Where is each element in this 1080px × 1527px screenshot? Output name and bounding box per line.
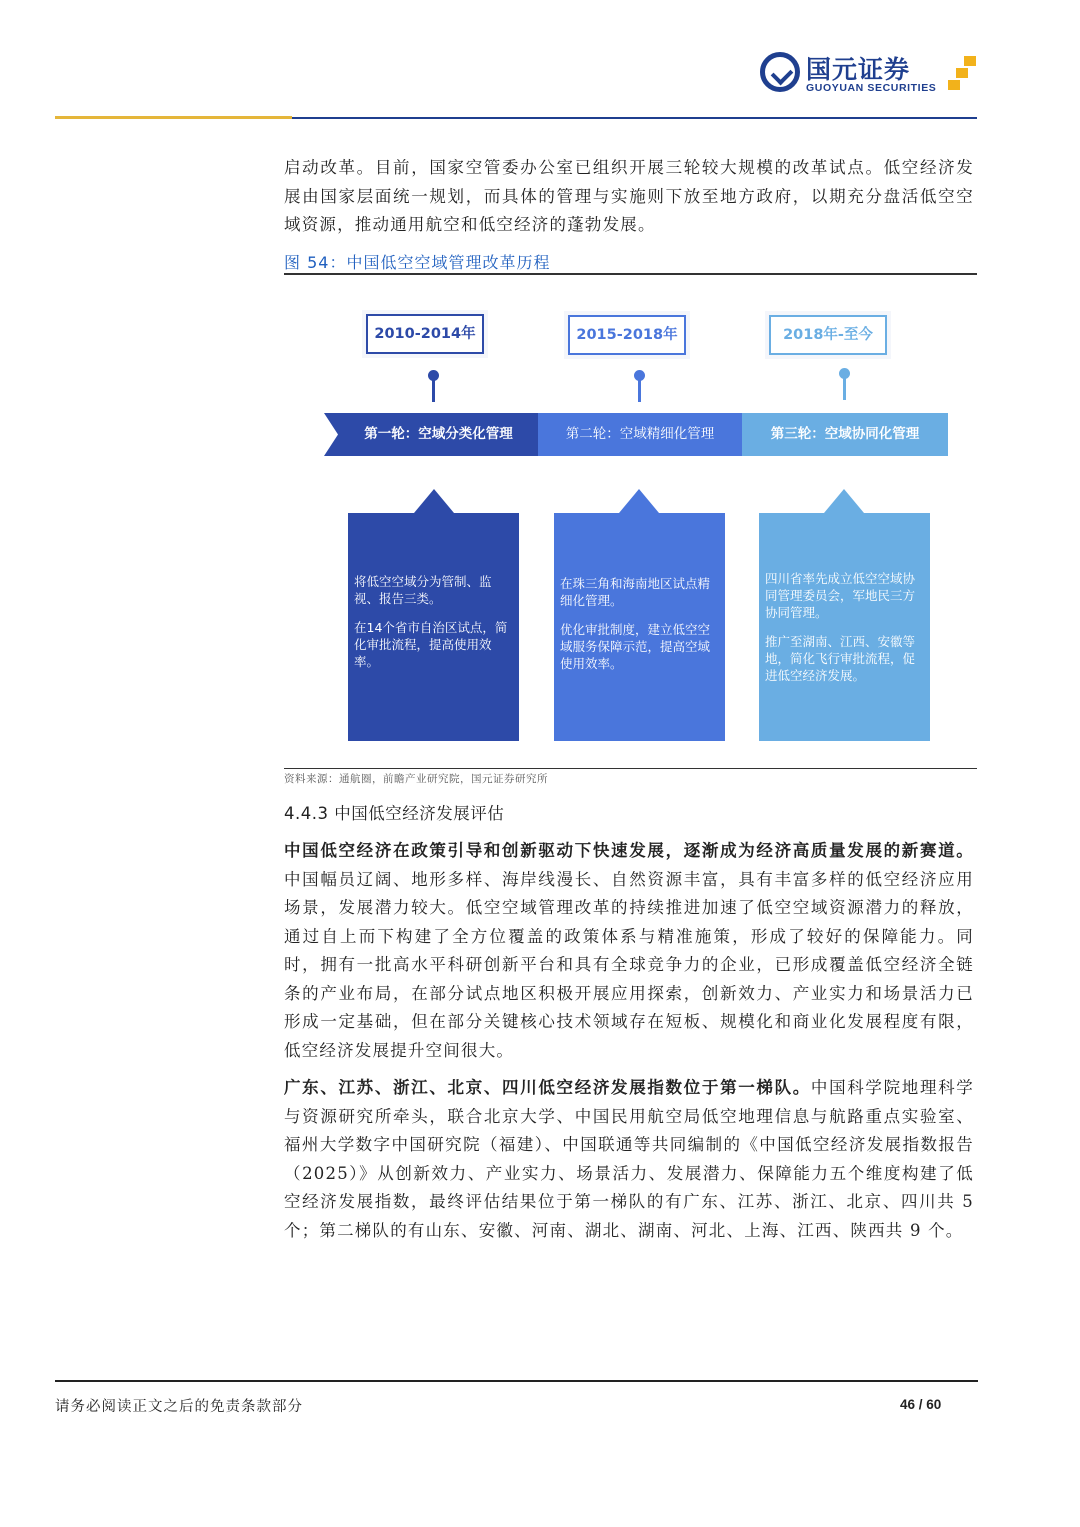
stage-1-detail-2: 在14个省市自治区试点，简化审批流程，提高使用效率。: [354, 620, 508, 669]
paragraph-index-lead: 广东、江苏、浙江、北京、四川低空经济发展指数位于第一梯队。: [284, 1078, 811, 1097]
footer-rule: [55, 1380, 978, 1382]
logo-english-name: GUOYUAN SECURITIES: [806, 82, 937, 94]
section-heading: 4.4.3 中国低空经济发展评估: [284, 804, 505, 823]
figure-title: 图 54：中国低空空域管理改革历程: [284, 253, 551, 272]
stage-1-detail-1: 将低空空域分为管制、监视、报告三类。: [354, 574, 492, 606]
logo-chinese-name: 国元证券: [806, 55, 911, 84]
stage-1-pointer-icon: [414, 489, 454, 513]
stage-2-phase: 第二轮：空域精细化管理: [538, 413, 742, 456]
paragraph-development-lead: 中国低空经济在政策引导和创新驱动下快速发展，逐渐成为经济高质量发展的新赛道。: [284, 841, 974, 860]
intro-paragraph: 启动改革。目前，国家空管委办公室已组织开展三轮较大规模的改革试点。低空经济发展由国家层面统一规划，而具体的管理与实施则下放至地方政府，以期充分盘活低空空域资源，推动通用航空和低空经济的蓬勃发展。: [284, 158, 974, 234]
stage-2-detail-1: 在珠三角和海南地区试点精细化管理。: [560, 576, 711, 608]
stage-3-period: 2018年-至今: [769, 315, 887, 355]
paragraph-development-body: 中国幅员辽阔、地形多样、海岸线漫长、自然资源丰富，具有丰富多样的低空经济应用场景，发展潜力较大。低空空域管理改革的持续推进加速了低空空域资源潜力的释放，通过自上而下构建了全方位覆盖的政策体系与精准施策，形成了较好的保障能力。同时，拥有一批高水平科研创新平台和具有全球竞争力的企业，已形成覆盖低空经济全链条的产业布局，在部分试点地区积极开展应用探索，创新效力、产业实力和场景活力已形成一定基础，但在部分关键核心技术领域存在短板、规模化和商业化发展程度有限，低空经济发展提升空间很大。: [284, 869, 974, 1060]
stage-2-pin-icon: [638, 374, 641, 402]
paragraph-index-body: 中国科学院地理科学与资源研究所牵头，联合北京大学、中国民用航空局低空地理信息与航路重点实验室、福州大学数字中国研究院（福建）、中国联通等共同编制的《中国低空经济发展指数报告（2025）》从创新效力、产业实力、场景活力、发展潜力、保障能力五个维度构建了低空经济发展指数，最终评估结果位于第一梯队的有广东、江苏、浙江、北京、四川共 5 个；第二梯队的有山东、安徽、河南、湖北、湖南、河北、上海、江西、陕西共 9 个。: [284, 1078, 974, 1240]
paragraph-index-ranking: [284, 1074, 974, 1245]
stage-1-card: [348, 513, 519, 741]
stage-2-pointer-icon: [619, 489, 659, 513]
figure-bottom-rule: [284, 768, 977, 769]
stage-3-detail-1: 四川省率先成立低空空域协同管理委员会，军地民三方协同管理。: [765, 571, 916, 620]
stage-2-card: [554, 513, 725, 741]
stage-1-period: 2010-2014年: [366, 314, 484, 354]
stage-3-phase: 第三轮：空域协同化管理: [742, 413, 948, 456]
stage-3-detail-2: 推广至湖南、江西、安徽等地，简化飞行审批流程，促进低空经济发展。: [765, 634, 916, 683]
stage-2-period: 2015-2018年: [568, 315, 686, 355]
stage-1-pin-icon: [432, 374, 435, 402]
footer-disclaimer: 请务必阅读正文之后的免责条款部分: [55, 1399, 303, 1415]
stage-2-detail-2: 优化审批制度，建立低空空域服务保障示范，提高空域使用效率。: [560, 622, 711, 671]
stage-1-phase: 第一轮：空域分类化管理: [364, 426, 513, 442]
figure-source: 资料来源：通航圈，前瞻产业研究院，国元证券研究所: [284, 773, 548, 785]
stage-3-pointer-icon: [824, 489, 864, 513]
stage-3-pin-icon: [843, 372, 846, 400]
page-number: 46 / 60: [900, 1397, 942, 1412]
stage-3-card: [759, 513, 930, 741]
paragraph-development: [284, 837, 974, 1065]
